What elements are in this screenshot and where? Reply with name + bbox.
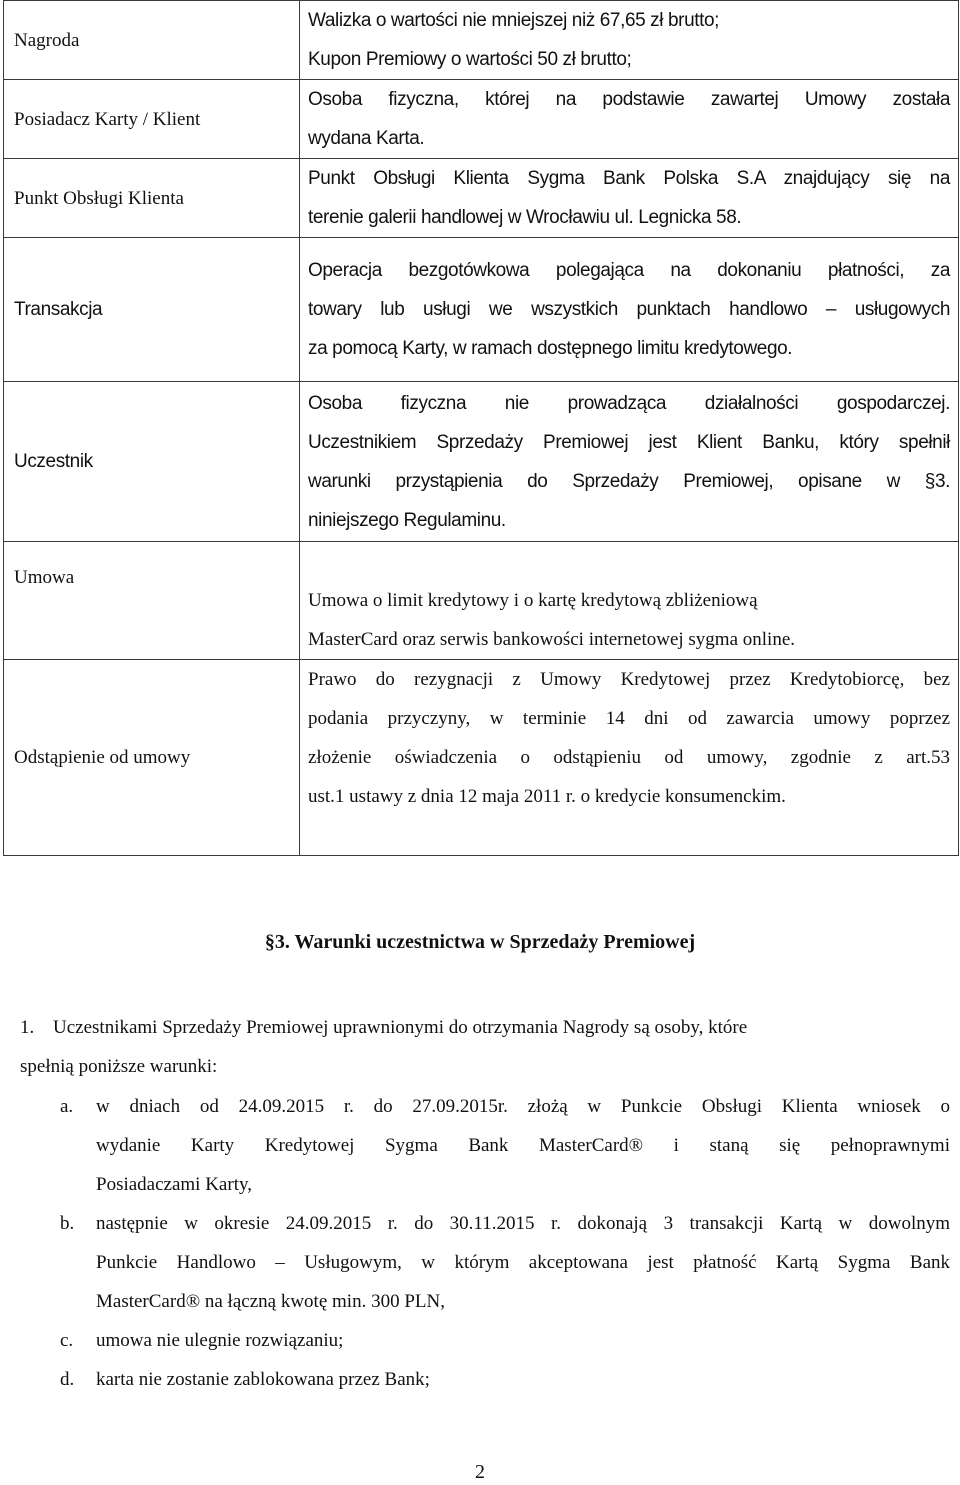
definition-line: Osoba fizyczna nie prowadząca działalności gospodarczej. [308,392,950,414]
definition-line: wydana Karta. [308,128,425,149]
table-row [4,1,959,80]
definition-nagroda [300,1,959,80]
point-number: 1. [20,1017,35,1038]
definition-posiadacz-karty [300,80,959,159]
definition-line: Kupon Premiowy o wartości 50 zł brutto; [308,49,632,70]
page-number: 2 [475,1461,485,1483]
definition-line: Operacja bezgotówkowa polegająca na dokonaniu płatności, za [308,260,950,281]
definition-line: MasterCard oraz serwis bankowości internetowej sygma online. [308,629,796,650]
term-odstapienie-od-umowy: Odstąpienie od umowy [4,660,300,856]
list-item-line: Posiadaczami Karty, [96,1174,252,1195]
term-transakcja: Transakcja [4,238,300,382]
definition-uczestnik [300,382,959,542]
definition-line: ust.1 ustawy z dnia 12 maja 2011 r. o kredycie konsumenckim. [308,786,786,807]
term-nagroda: Nagroda [4,1,300,80]
definition-line: Uczestnikiem Sprzedaży Premiowej jest Klient Banku, który spełnił [308,431,950,453]
definition-line: Osoba fizyczna, której na podstawie zawartej Umowy została [308,89,950,110]
table-row [4,238,959,382]
definition-line: Punkt Obsługi Klienta Sygma Bank Polska S.A znajdujący się na [308,168,950,189]
list-item-line: umowa nie ulegnie rozwiązaniu; [96,1330,344,1351]
list-item-d [60,1360,950,1399]
list-item-line: wydanie Karty Kredytowej Sygma Bank MasterCard® i staną się pełnoprawnymi [96,1135,950,1156]
list-item-line: Punkcie Handlowo – Usługowym, w którym akceptowana jest płatność Kartą Sygma Bank [96,1252,950,1273]
term-punkt-obslugi-klienta: Punkt Obsługi Klienta [4,159,300,238]
list-marker: b. [60,1213,75,1234]
list-item-line: następnie w okresie 24.09.2015 r. do 30.11.2015 r. dokonają 3 transakcji Kartą w dowolnym [96,1213,950,1234]
definition-punkt-obslugi-klienta [300,159,959,238]
definition-line: Umowa o limit kredytowy i o kartę kredytową zbliżeniową [308,590,758,611]
definition-umowa [300,542,959,660]
list-item-a [60,1087,950,1204]
term-posiadacz-karty: Posiadacz Karty / Klient [4,80,300,159]
definition-line: niniejszego Regulaminu. [308,509,506,531]
term-uczestnik: Uczestnik [4,382,300,542]
table-row [4,382,959,542]
list-item-b [60,1204,950,1321]
definitions-table [3,0,959,856]
definition-line: za pomocą Karty, w ramach dostępnego limitu kredytowego. [308,338,793,359]
point-text-line: Uczestnikami Sprzedaży Premiowej uprawnionymi do otrzymania Nagrody są osoby, które [53,1017,748,1038]
definition-line: warunki przystąpienia do Sprzedaży Premiowej, opisane w §3. [308,470,950,492]
definition-line: Prawo do rezygnacji z Umowy Kredytowej przez Kredytobiorcę, bez [308,669,950,690]
definition-line: złożenie oświadczenia o odstąpieniu od umowy, zgodnie z art.53 [308,747,950,768]
term-umowa-label: Umowa [14,567,75,588]
definition-transakcja [300,238,959,382]
list-item-line: w dniach od 24.09.2015 r. do 27.09.2015r. złożą w Punkcie Obsługi Klienta wniosek o [96,1096,950,1117]
table-row [4,542,959,660]
list-item-line: karta nie zostanie zablokowana przez Bank; [96,1369,430,1390]
definition-line: towary lub usługi we wszystkich punktach handlowo – usługowych [308,299,950,320]
definition-odstapienie-od-umowy [300,660,959,856]
table-row [4,159,959,238]
definition-line: terenie galerii handlowej w Wrocławiu ul. Legnicka 58. [308,207,742,228]
list-marker: a. [60,1096,74,1117]
table-row [4,660,959,856]
term-umowa [4,542,300,660]
point-1 [20,1008,950,1086]
list-marker: c. [60,1330,74,1351]
table-row [4,80,959,159]
definition-line: podania przyczyny, w terminie 14 dni od zawarcia umowy poprzez [308,708,950,729]
section-title: §3. Warunki uczestnictwa w Sprzedaży Premiowej [264,931,696,953]
definition-line: Walizka o wartości nie mniejszej niż 67,65 zł brutto; [308,10,720,31]
list-item-line: MasterCard® na łączną kwotę min. 300 PLN, [96,1291,445,1312]
list-item-c [60,1321,950,1360]
point-text-line: spełnią poniższe warunki: [20,1056,218,1077]
list-marker: d. [60,1369,75,1390]
